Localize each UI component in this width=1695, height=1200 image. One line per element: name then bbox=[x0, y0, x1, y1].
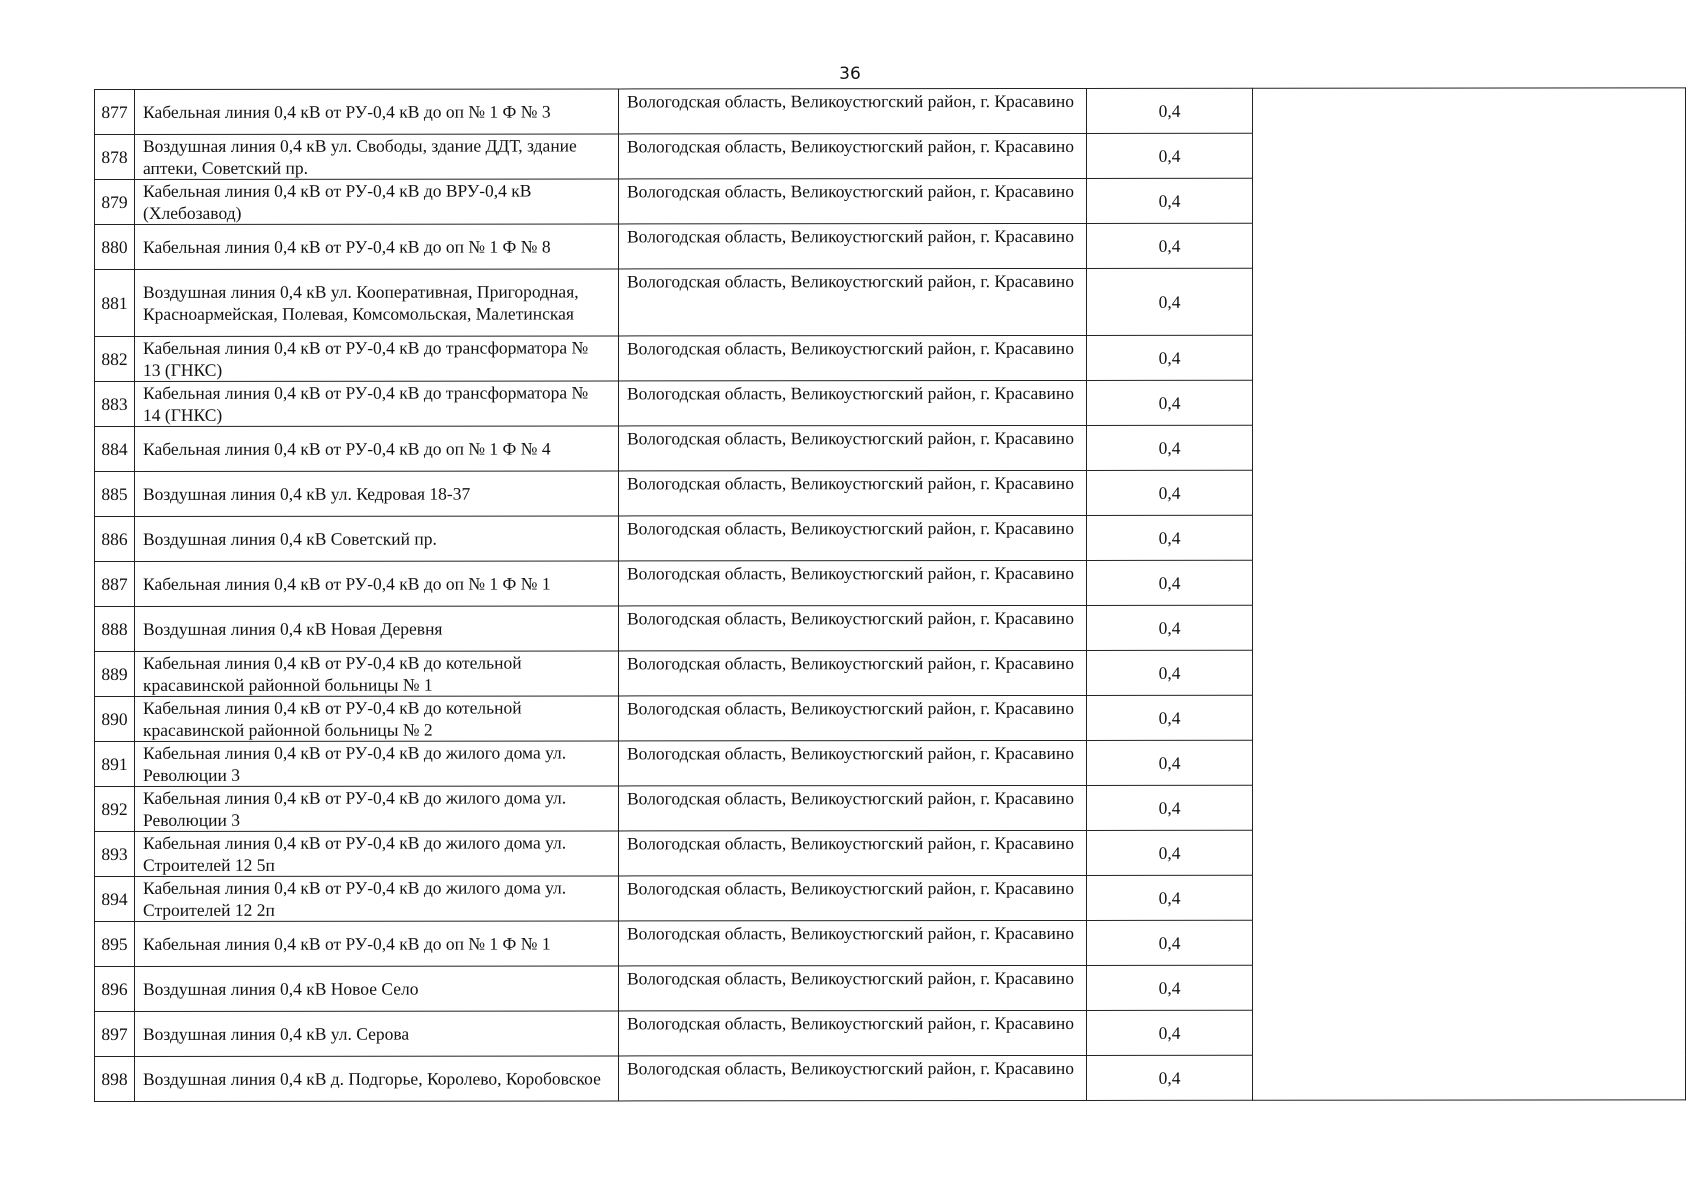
object-voltage: 0,4 bbox=[1087, 380, 1253, 425]
object-address: Вологодская область, Великоустюгский район, г. Красавино bbox=[619, 785, 1087, 830]
object-address: Вологодская область, Великоустюгский район, г. Красавино bbox=[619, 875, 1087, 920]
object-address: Вологодская область, Великоустюгский район, г. Красавино bbox=[619, 268, 1087, 335]
row-number: 885 bbox=[95, 471, 135, 516]
object-voltage: 0,4 bbox=[1087, 740, 1253, 785]
object-voltage: 0,4 bbox=[1087, 88, 1253, 133]
table-row bbox=[95, 875, 1686, 922]
empty-cell bbox=[1253, 605, 1686, 650]
row-number: 879 bbox=[95, 179, 135, 224]
table-row bbox=[95, 380, 1686, 427]
object-voltage: 0,4 bbox=[1087, 425, 1253, 470]
object-name: Воздушная линия 0,4 кВ ул. Свободы, здание ДДТ, здание аптеки, Советский пр. bbox=[135, 134, 619, 180]
empty-cell bbox=[1253, 335, 1686, 380]
table-row bbox=[95, 605, 1686, 652]
table-row bbox=[95, 335, 1686, 382]
object-name: Кабельная линия 0,4 кВ от РУ-0,4 кВ до жилого дома ул. Строителей 12 5п bbox=[135, 831, 619, 877]
table-row bbox=[95, 178, 1686, 225]
empty-cell bbox=[1253, 133, 1686, 178]
object-address: Вологодская область, Великоустюгский район, г. Красавино bbox=[619, 1010, 1087, 1055]
table-row bbox=[95, 470, 1686, 517]
row-number: 890 bbox=[95, 696, 135, 741]
object-name: Воздушная линия 0,4 кВ ул. Кедровая 18-37 bbox=[135, 471, 619, 517]
empty-cell bbox=[1253, 380, 1686, 425]
row-number: 896 bbox=[95, 966, 135, 1011]
empty-cell bbox=[1253, 178, 1686, 223]
object-voltage: 0,4 bbox=[1087, 605, 1253, 650]
object-voltage: 0,4 bbox=[1087, 560, 1253, 605]
object-name: Воздушная линия 0,4 кВ д. Подгорье, Королево, Коробовское bbox=[135, 1056, 619, 1102]
empty-cell bbox=[1253, 470, 1686, 515]
object-voltage: 0,4 bbox=[1087, 830, 1253, 875]
object-voltage: 0,4 bbox=[1087, 335, 1253, 380]
object-address: Вологодская область, Великоустюгский район, г. Красавино bbox=[619, 470, 1087, 515]
table-row bbox=[95, 785, 1686, 832]
object-address: Вологодская область, Великоустюгский район, г. Красавино bbox=[619, 830, 1087, 875]
object-name: Воздушная линия 0,4 кВ Новая Деревня bbox=[135, 606, 619, 652]
row-number: 895 bbox=[95, 921, 135, 966]
table-row bbox=[95, 425, 1686, 472]
row-number: 882 bbox=[95, 336, 135, 381]
empty-cell bbox=[1253, 88, 1686, 133]
table-row bbox=[95, 515, 1686, 562]
table-row bbox=[95, 1055, 1686, 1102]
object-name: Кабельная линия 0,4 кВ от РУ-0,4 кВ до оп № 1 Ф № 8 bbox=[135, 224, 619, 270]
object-voltage: 0,4 bbox=[1087, 785, 1253, 830]
object-address: Вологодская область, Великоустюгский район, г. Красавино bbox=[619, 605, 1087, 650]
row-number: 898 bbox=[95, 1056, 135, 1101]
object-voltage: 0,4 bbox=[1087, 133, 1253, 178]
empty-cell bbox=[1253, 1010, 1686, 1055]
object-name: Кабельная линия 0,4 кВ от РУ-0,4 кВ до трансформатора № 14 (ГНКС) bbox=[135, 381, 619, 427]
row-number: 897 bbox=[95, 1011, 135, 1056]
table-row bbox=[95, 650, 1686, 697]
row-number: 883 bbox=[95, 381, 135, 426]
row-number: 891 bbox=[95, 741, 135, 786]
object-voltage: 0,4 bbox=[1087, 875, 1253, 920]
row-number: 878 bbox=[95, 134, 135, 179]
object-name: Кабельная линия 0,4 кВ от РУ-0,4 кВ до ВРУ-0,4 кВ (Хлебозавод) bbox=[135, 179, 619, 225]
object-address: Вологодская область, Великоустюгский район, г. Красавино bbox=[619, 650, 1087, 695]
object-address: Вологодская область, Великоустюгский район, г. Красавино bbox=[619, 380, 1087, 425]
object-voltage: 0,4 bbox=[1087, 695, 1253, 740]
row-number: 881 bbox=[95, 269, 135, 336]
object-name: Кабельная линия 0,4 кВ от РУ-0,4 кВ до оп № 1 Ф № 1 bbox=[135, 921, 619, 967]
object-name: Кабельная линия 0,4 кВ от РУ-0,4 кВ до оп № 1 Ф № 1 bbox=[135, 561, 619, 607]
object-name: Кабельная линия 0,4 кВ от РУ-0,4 кВ до жилого дома ул. Революции 3 bbox=[135, 786, 619, 832]
object-name: Кабельная линия 0,4 кВ от РУ-0,4 кВ до оп № 1 Ф № 4 bbox=[135, 426, 619, 472]
empty-cell bbox=[1253, 515, 1686, 560]
empty-cell bbox=[1253, 223, 1686, 268]
object-voltage: 0,4 bbox=[1087, 1010, 1253, 1055]
object-address: Вологодская область, Великоустюгский район, г. Красавино bbox=[619, 223, 1087, 268]
object-name: Кабельная линия 0,4 кВ от РУ-0,4 кВ до котельной красавинской районной больницы № 2 bbox=[135, 696, 619, 742]
property-registry-table bbox=[94, 87, 1686, 1102]
row-number: 884 bbox=[95, 426, 135, 471]
empty-cell bbox=[1253, 1055, 1686, 1100]
table-row bbox=[95, 1010, 1686, 1057]
object-address: Вологодская область, Великоустюгский район, г. Красавино bbox=[619, 695, 1087, 740]
table-row bbox=[95, 88, 1686, 135]
object-address: Вологодская область, Великоустюгский район, г. Красавино bbox=[619, 178, 1087, 223]
empty-cell bbox=[1253, 560, 1686, 605]
object-name: Воздушная линия 0,4 кВ ул. Серова bbox=[135, 1011, 619, 1057]
table-row bbox=[95, 133, 1686, 180]
row-number: 893 bbox=[95, 831, 135, 876]
empty-cell bbox=[1253, 920, 1686, 965]
row-number: 877 bbox=[95, 89, 135, 134]
object-voltage: 0,4 bbox=[1087, 470, 1253, 515]
object-voltage: 0,4 bbox=[1087, 268, 1253, 335]
object-voltage: 0,4 bbox=[1087, 650, 1253, 695]
page-number: 36 bbox=[839, 64, 861, 84]
row-number: 892 bbox=[95, 786, 135, 831]
empty-cell bbox=[1253, 785, 1686, 830]
empty-cell bbox=[1253, 830, 1686, 875]
table-row bbox=[95, 740, 1686, 787]
object-voltage: 0,4 bbox=[1087, 515, 1253, 560]
object-address: Вологодская область, Великоустюгский район, г. Красавино bbox=[619, 335, 1087, 380]
object-name: Воздушная линия 0,4 кВ Новое Село bbox=[135, 966, 619, 1012]
object-address: Вологодская область, Великоустюгский район, г. Красавино bbox=[619, 560, 1087, 605]
object-voltage: 0,4 bbox=[1087, 223, 1253, 268]
empty-cell bbox=[1253, 740, 1686, 785]
object-name: Кабельная линия 0,4 кВ от РУ-0,4 кВ до трансформатора № 13 (ГНКС) bbox=[135, 336, 619, 382]
row-number: 886 bbox=[95, 516, 135, 561]
object-name: Кабельная линия 0,4 кВ от РУ-0,4 кВ до котельной красавинской районной больницы № 1 bbox=[135, 651, 619, 697]
empty-cell bbox=[1253, 875, 1686, 920]
table-row bbox=[95, 223, 1686, 270]
object-name: Воздушная линия 0,4 кВ Советский пр. bbox=[135, 516, 619, 562]
object-name: Кабельная линия 0,4 кВ от РУ-0,4 кВ до оп № 1 Ф № 3 bbox=[135, 89, 619, 135]
object-address: Вологодская область, Великоустюгский район, г. Красавино bbox=[619, 515, 1087, 560]
row-number: 894 bbox=[95, 876, 135, 921]
table-row bbox=[95, 965, 1686, 1012]
object-voltage: 0,4 bbox=[1087, 178, 1253, 223]
object-address: Вологодская область, Великоустюгский район, г. Красавино bbox=[619, 965, 1087, 1010]
empty-cell bbox=[1253, 650, 1686, 695]
row-number: 888 bbox=[95, 606, 135, 651]
object-name: Кабельная линия 0,4 кВ от РУ-0,4 кВ до жилого дома ул. Строителей 12 2п bbox=[135, 876, 619, 922]
row-number: 880 bbox=[95, 224, 135, 269]
table-row bbox=[95, 920, 1686, 967]
object-address: Вологодская область, Великоустюгский район, г. Красавино bbox=[619, 1055, 1087, 1100]
object-address: Вологодская область, Великоустюгский район, г. Красавино bbox=[619, 425, 1087, 470]
object-address: Вологодская область, Великоустюгский район, г. Красавино bbox=[619, 88, 1087, 133]
table-row bbox=[95, 268, 1686, 337]
object-voltage: 0,4 bbox=[1087, 965, 1253, 1010]
table-row bbox=[95, 695, 1686, 742]
object-name: Воздушная линия 0,4 кВ ул. Кооперативная, Пригородная, Красноармейская, Полевая, Комсомольская, Малетинская bbox=[135, 269, 619, 337]
object-voltage: 0,4 bbox=[1087, 920, 1253, 965]
object-name: Кабельная линия 0,4 кВ от РУ-0,4 кВ до жилого дома ул. Революции 3 bbox=[135, 741, 619, 787]
empty-cell bbox=[1253, 965, 1686, 1010]
table-row bbox=[95, 560, 1686, 607]
object-address: Вологодская область, Великоустюгский район, г. Красавино bbox=[619, 133, 1087, 178]
object-voltage: 0,4 bbox=[1087, 1055, 1253, 1100]
row-number: 889 bbox=[95, 651, 135, 696]
object-address: Вологодская область, Великоустюгский район, г. Красавино bbox=[619, 740, 1087, 785]
empty-cell bbox=[1253, 425, 1686, 470]
row-number: 887 bbox=[95, 561, 135, 606]
empty-cell bbox=[1253, 695, 1686, 740]
empty-cell bbox=[1253, 268, 1686, 335]
object-address: Вологодская область, Великоустюгский район, г. Красавино bbox=[619, 920, 1087, 965]
table-row bbox=[95, 830, 1686, 877]
